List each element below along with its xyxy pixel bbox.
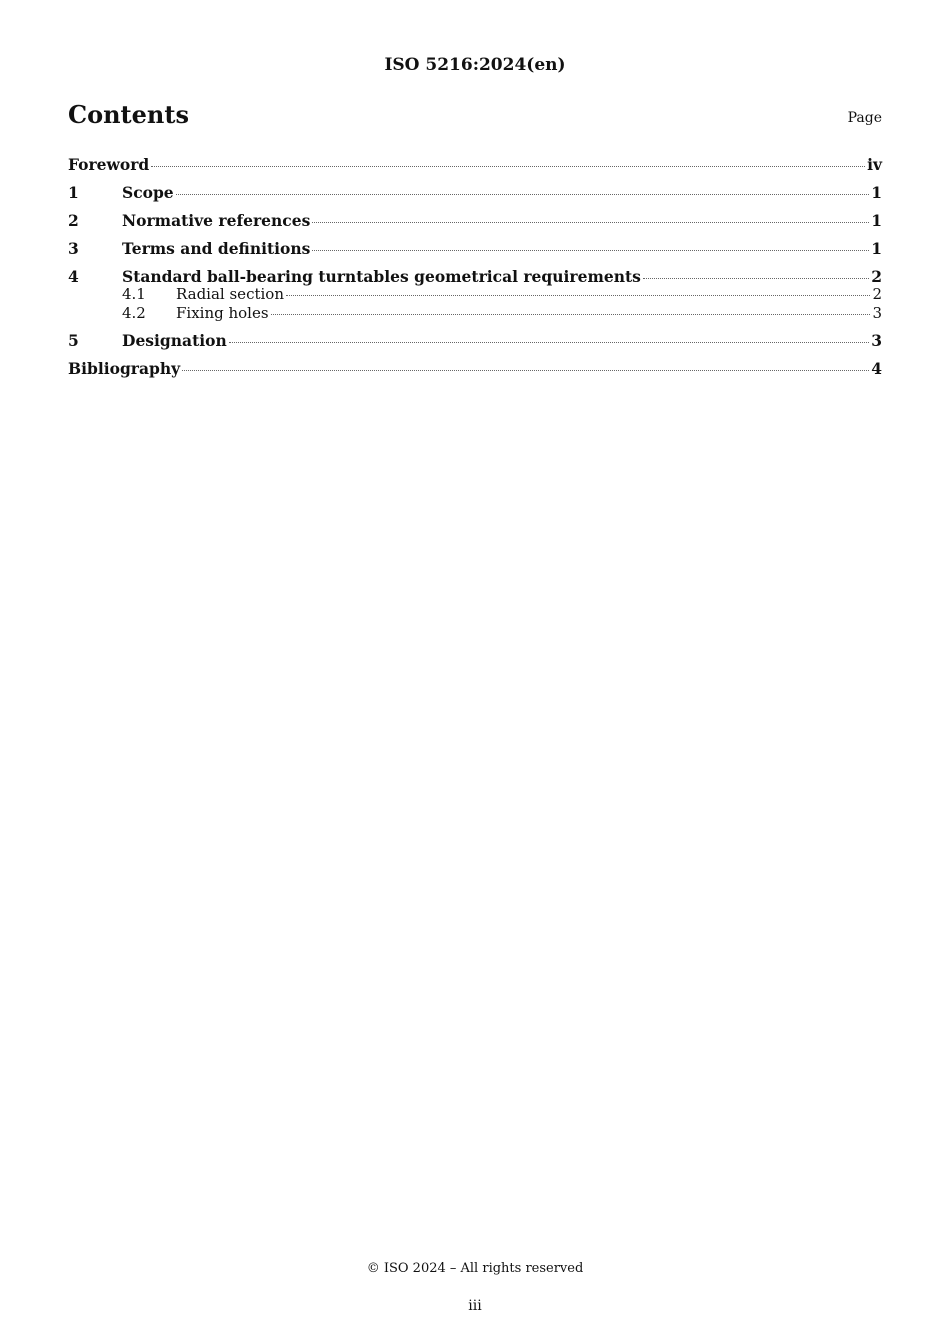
copyright-notice: © ISO 2024 – All rights reserved <box>366 1261 584 1276</box>
toc-entry-scope[interactable] <box>68 181 882 209</box>
toc-entry-page: 2 <box>871 267 882 286</box>
toc-entry-page: 1 <box>871 211 882 230</box>
toc-entry-number: 4.2 <box>122 304 146 322</box>
toc-entry-geometrical-requirements[interactable] <box>68 265 882 285</box>
toc-entry-page: 1 <box>871 183 882 202</box>
toc-entry-number: 4 <box>68 267 79 286</box>
toc-entry-label: Foreword <box>68 155 150 174</box>
dot-leader <box>176 194 870 195</box>
toc-entry-fixing-holes[interactable] <box>68 304 882 329</box>
toc-entry-number: 4.1 <box>122 285 146 303</box>
toc-entry-number: 2 <box>68 211 79 230</box>
page-number: iii <box>468 1298 482 1314</box>
toc-entry-page: 4 <box>871 359 882 378</box>
dot-leader <box>182 370 869 371</box>
toc-entry-label: Terms and definitions <box>122 239 311 258</box>
toc-entry-label: Fixing holes <box>176 304 269 322</box>
dot-leader <box>229 342 869 343</box>
toc-entry-designation[interactable] <box>68 329 882 357</box>
toc-entry-label: Radial section <box>176 285 284 303</box>
toc-entry-page: 3 <box>871 331 882 350</box>
toc-entry-number: 1 <box>68 183 79 202</box>
dot-leader <box>271 314 871 315</box>
toc-entry-label: Normative references <box>122 211 311 230</box>
toc-entry-terms-and-definitions[interactable] <box>68 237 882 265</box>
toc-entry-label: Bibliography <box>68 359 181 378</box>
document-id-header: ISO 5216:2024(en) <box>384 55 566 75</box>
dot-leader <box>151 166 865 167</box>
dot-leader <box>312 250 869 251</box>
toc-entry-label: Designation <box>122 331 227 350</box>
table-of-contents <box>68 153 882 385</box>
toc-entry-label: Scope <box>122 183 174 202</box>
dot-leader <box>643 278 869 279</box>
toc-entry-page: iv <box>867 155 882 174</box>
toc-entry-normative-references[interactable] <box>68 209 882 237</box>
toc-entry-page: 3 <box>872 304 882 322</box>
toc-entry-number: 5 <box>68 331 79 350</box>
toc-entry-page: 1 <box>871 239 882 258</box>
toc-entry-foreword[interactable] <box>68 153 882 181</box>
toc-entry-bibliography[interactable] <box>68 357 882 385</box>
contents-title: Contents <box>68 100 189 129</box>
toc-entry-page: 2 <box>872 285 882 303</box>
toc-entry-label: Standard ball-bearing turntables geometrical requirements <box>122 267 641 286</box>
dot-leader <box>312 222 869 223</box>
toc-entry-number: 3 <box>68 239 79 258</box>
dot-leader <box>286 295 870 296</box>
page-column-label: Page <box>847 110 882 126</box>
